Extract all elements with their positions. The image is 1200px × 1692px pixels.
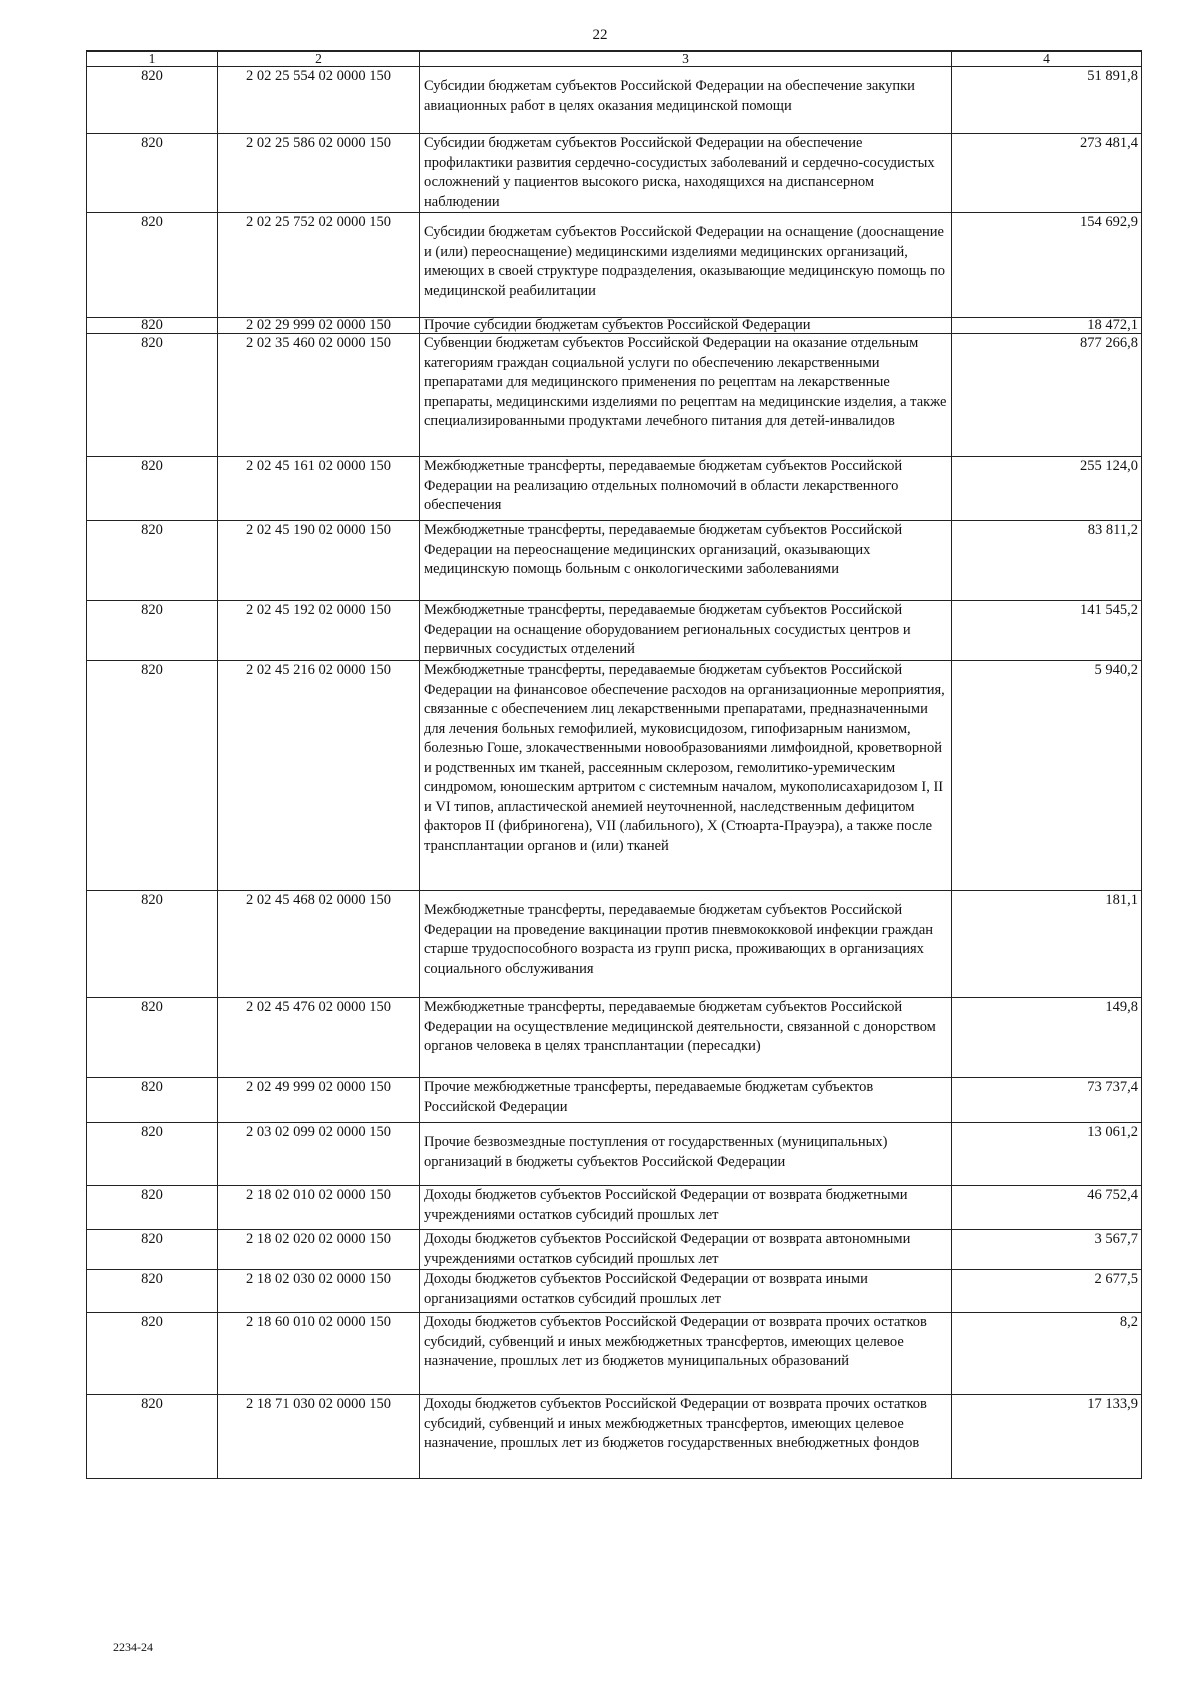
amount: 273 481,4 (952, 134, 1142, 213)
revenue-code: 2 02 45 190 02 0000 150 (218, 521, 420, 601)
revenue-code: 2 02 25 554 02 0000 150 (218, 67, 420, 134)
table-row (87, 318, 1142, 334)
revenue-name: Межбюджетные трансферты, передаваемые бюджетам субъектов Российской Федерации на оснащение оборудованием региональных сосудистых центров и первичных сосудистых отделений (420, 601, 952, 661)
table-row (87, 1230, 1142, 1270)
amount: 83 811,2 (952, 521, 1142, 601)
revenue-code: 2 02 45 468 02 0000 150 (218, 891, 420, 998)
amount: 18 472,1 (952, 318, 1142, 334)
revenue-code: 2 02 45 161 02 0000 150 (218, 457, 420, 521)
revenue-code: 2 03 02 099 02 0000 150 (218, 1123, 420, 1186)
revenue-name: Доходы бюджетов субъектов Российской Федерации от возврата автономными учреждениями остатков субсидий прошлых лет (420, 1230, 952, 1270)
table-row (87, 1395, 1142, 1479)
table-row (87, 457, 1142, 521)
amount: 13 061,2 (952, 1123, 1142, 1186)
amount: 17 133,9 (952, 1395, 1142, 1479)
revenue-name: Доходы бюджетов субъектов Российской Федерации от возврата иными организациями остатков субсидий прошлых лет (420, 1270, 952, 1313)
admin-code: 820 (87, 1270, 218, 1313)
revenue-code: 2 18 60 010 02 0000 150 (218, 1313, 420, 1395)
amount: 877 266,8 (952, 334, 1142, 457)
revenue-code: 2 18 02 010 02 0000 150 (218, 1186, 420, 1230)
amount: 141 545,2 (952, 601, 1142, 661)
revenue-code: 2 02 45 192 02 0000 150 (218, 601, 420, 661)
admin-code: 820 (87, 334, 218, 457)
admin-code: 820 (87, 318, 218, 334)
admin-code: 820 (87, 67, 218, 134)
header-col-2: 2 (218, 51, 420, 67)
admin-code: 820 (87, 213, 218, 318)
admin-code: 820 (87, 1123, 218, 1186)
revenue-code: 2 18 02 030 02 0000 150 (218, 1270, 420, 1313)
revenue-name: Прочие безвозмездные поступления от государственных (муниципальных) организаций в бюджеты субъектов Российской Федерации (420, 1123, 952, 1186)
admin-code: 820 (87, 998, 218, 1078)
amount: 5 940,2 (952, 661, 1142, 891)
revenue-code: 2 18 02 020 02 0000 150 (218, 1230, 420, 1270)
amount: 255 124,0 (952, 457, 1142, 521)
revenue-name: Субсидии бюджетам субъектов Российской Федерации на оснащение (дооснащение и (или) переоснащение) медицинскими изделиями медицинских организаций, имеющих в своей структуре подразделения, оказывающие медицинскую помощь по медицинской реабилитации (420, 213, 952, 318)
table-row (87, 67, 1142, 134)
revenue-code: 2 02 45 476 02 0000 150 (218, 998, 420, 1078)
amount: 3 567,7 (952, 1230, 1142, 1270)
table-row (87, 998, 1142, 1078)
revenue-name: Доходы бюджетов субъектов Российской Федерации от возврата прочих остатков субсидий, субвенций и иных межбюджетных трансфертов, имеющих целевое назначение, прошлых лет из бюджетов муниципальных образований (420, 1313, 952, 1395)
admin-code: 820 (87, 1395, 218, 1479)
admin-code: 820 (87, 457, 218, 521)
amount: 149,8 (952, 998, 1142, 1078)
budget-revenue-table (86, 50, 1142, 1479)
revenue-code: 2 18 71 030 02 0000 150 (218, 1395, 420, 1479)
table-row (87, 1078, 1142, 1123)
revenue-code: 2 02 35 460 02 0000 150 (218, 334, 420, 457)
revenue-name: Межбюджетные трансферты, передаваемые бюджетам субъектов Российской Федерации на проведение вакцинации против пневмококковой инфекции граждан старше трудоспособного возраста из групп риска, проживающих в организациях социального обслуживания (420, 891, 952, 998)
header-col-3: 3 (420, 51, 952, 67)
amount: 51 891,8 (952, 67, 1142, 134)
revenue-name: Межбюджетные трансферты, передаваемые бюджетам субъектов Российской Федерации на осуществление медицинской деятельности, связанной с донорством органов человека в целях трансплантации (пересадки) (420, 998, 952, 1078)
revenue-name: Межбюджетные трансферты, передаваемые бюджетам субъектов Российской Федерации на переоснащение медицинских организаций, оказывающих медицинскую помощь больным с онкологическими заболеваниями (420, 521, 952, 601)
admin-code: 820 (87, 891, 218, 998)
amount: 181,1 (952, 891, 1142, 998)
document-code: 2234-24 (113, 1640, 153, 1654)
revenue-name: Доходы бюджетов субъектов Российской Федерации от возврата прочих остатков субсидий, субвенций и иных межбюджетных трансфертов, имеющих целевое назначение, прошлых лет из бюджетов государственных внебюджетных фондов (420, 1395, 952, 1479)
revenue-name: Субвенции бюджетам субъектов Российской Федерации на оказание отдельным категориям граждан социальной услуги по обеспечению лекарственными препаратами для медицинского применения по рецептам на лекарственные препараты, медицинскими изделиями по рецептам на медицинские изделия, а также специализированными продуктами лечебного питания для детей-инвалидов (420, 334, 952, 457)
header-col-1: 1 (87, 51, 218, 67)
column-number-header (87, 51, 1142, 67)
admin-code: 820 (87, 601, 218, 661)
admin-code: 820 (87, 1313, 218, 1395)
revenue-name: Межбюджетные трансферты, передаваемые бюджетам субъектов Российской Федерации на реализацию отдельных полномочий в области лекарственного обеспечения (420, 457, 952, 521)
amount: 154 692,9 (952, 213, 1142, 318)
table-row (87, 521, 1142, 601)
table-row (87, 134, 1142, 213)
admin-code: 820 (87, 1230, 218, 1270)
admin-code: 820 (87, 661, 218, 891)
table-row (87, 661, 1142, 891)
admin-code: 820 (87, 521, 218, 601)
amount: 8,2 (952, 1313, 1142, 1395)
revenue-code: 2 02 25 586 02 0000 150 (218, 134, 420, 213)
revenue-name: Прочие субсидии бюджетам субъектов Российской Федерации (420, 318, 952, 334)
table-row (87, 1270, 1142, 1313)
admin-code: 820 (87, 1078, 218, 1123)
revenue-code: 2 02 29 999 02 0000 150 (218, 318, 420, 334)
amount: 46 752,4 (952, 1186, 1142, 1230)
table-row (87, 213, 1142, 318)
revenue-name: Межбюджетные трансферты, передаваемые бюджетам субъектов Российской Федерации на финансовое обеспечение расходов на организационные мероприятия, связанные с обеспечением лиц лекарственными препаратами, предназначенными для лечения больных гемофилией, муковисцидозом, гипофизарным нанизмом, болезнью Гоше, злокачественными новообразованиями лимфоидной, кроветворной и родственных им тканей, рассеянным склерозом, гемолитико-уремическим синдромом, юношеским артритом с системным началом, мукополисахаридозом I, II и VI типов, апластической анемией неуточненной, наследственным дефицитом факторов II (фибриногена), VII (лабильного), X (Стюарта-Прауэра), а также после трансплантации органов и (или) тканей (420, 661, 952, 891)
table-row (87, 891, 1142, 998)
admin-code: 820 (87, 134, 218, 213)
revenue-code: 2 02 49 999 02 0000 150 (218, 1078, 420, 1123)
revenue-name: Прочие межбюджетные трансферты, передаваемые бюджетам субъектов Российской Федерации (420, 1078, 952, 1123)
page-number: 22 (592, 27, 608, 43)
header-col-4: 4 (952, 51, 1142, 67)
revenue-name: Субсидии бюджетам субъектов Российской Федерации на обеспечение профилактики развития сердечно-сосудистых заболеваний и сердечно-сосудистых осложнений у пациентов высокого риска, находящихся на диспансерном наблюдении (420, 134, 952, 213)
admin-code: 820 (87, 1186, 218, 1230)
amount: 73 737,4 (952, 1078, 1142, 1123)
table-row (87, 1313, 1142, 1395)
revenue-name: Доходы бюджетов субъектов Российской Федерации от возврата бюджетными учреждениями остатков субсидий прошлых лет (420, 1186, 952, 1230)
revenue-code: 2 02 45 216 02 0000 150 (218, 661, 420, 891)
table-row (87, 1186, 1142, 1230)
revenue-name: Субсидии бюджетам субъектов Российской Федерации на обеспечение закупки авиационных работ в целях оказания медицинской помощи (420, 67, 952, 134)
amount: 2 677,5 (952, 1270, 1142, 1313)
table-row (87, 1123, 1142, 1186)
revenue-code: 2 02 25 752 02 0000 150 (218, 213, 420, 318)
table-row (87, 601, 1142, 661)
table-row (87, 334, 1142, 457)
